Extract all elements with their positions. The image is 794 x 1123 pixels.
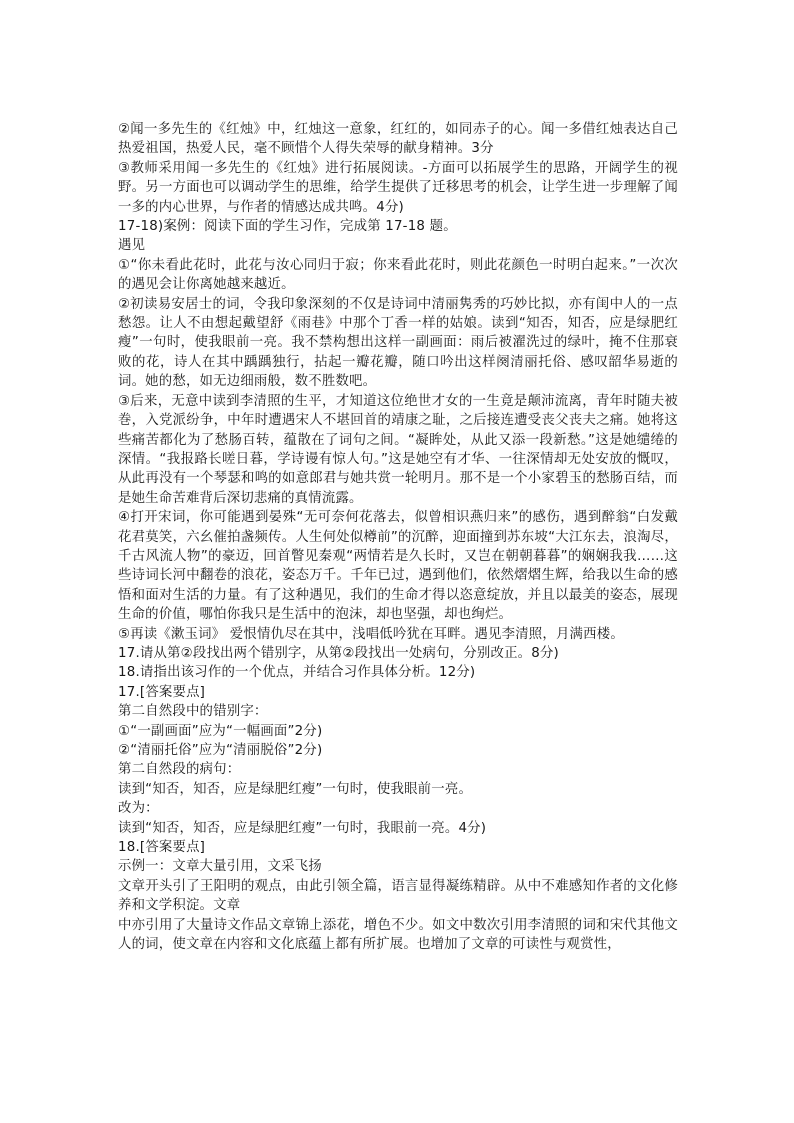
correction-label: 改为： xyxy=(118,801,159,817)
typo-2: ②“清丽托俗”应为“清丽脱俗”2分) xyxy=(118,743,323,758)
paragraph-answer-3: ③教师采用闻一多先生的《红烛》进行拓展阅读。-方面可以拓展学生的思路，开阔学生的视野。另一方面也可以调动学生的思维，给学生提供了迁移思考的机会，让学生进一步理解了闻一多的内心世界，与作者的情感达成共鸣。4分) xyxy=(118,160,678,215)
question-17: 17.请从第②段找出两个错别字，从第②段找出一处病句，分别改正。8分) xyxy=(118,645,559,661)
corrected-sentence: 读到“知否，知否，应是绿肥红瘦”一句时，我眼前一亮。4分) xyxy=(118,820,487,836)
case-intro: 17-18)案例：阅读下面的学生习作，完成第 17-18 题。 xyxy=(118,219,457,235)
document-page xyxy=(118,120,678,954)
typo-heading: 第二自然段中的错别字： xyxy=(118,704,268,720)
essay-title: 遇见 xyxy=(118,238,146,254)
example-1-text-a: 文章开头引了王阳明的观点，由此引领全篇，语言显得凝练精辟。从中不难感知作者的文化修养和文学积淀。文章 xyxy=(118,878,678,914)
essay-paragraph-2: ②初读易安居士的词，令我印象深刻的不仅是诗词中清丽隽秀的巧妙比拟，亦有闺中人的一点愁怨。让人不由想起戴望舒《雨巷》中那个丁香一样的姑娘。读到“知否，知否，应是绿肥红瘦”一句时，使我眼前一亮。我不禁构想出这样一副画面：雨后被濯洗过的绿叶，掩不住那衰败的花，诗人在其中踽踽独行，拈起一瓣花瓣，随口吟出这样阕清丽托俗、感叹韶华易逝的词。她的愁，如无边细雨般，数不胜数吧。 xyxy=(118,296,678,390)
essay-paragraph-4: ④打开宋词，你可能遇到晏殊“无可奈何花落去，似曾相识燕归来”的感伤，遇到醉翁“白发戴花君莫笑，六幺催拍盏频传。人生何处似樽前”的沉醉，迎面撞到苏东坡“大江东去，浪淘尽，千古风流人物”的豪迈，回首瞥见秦观“两情若是久长时，又岂在朝朝暮暮”的娴娴我我……这些诗词长河中翻卷的浪花，姿态万千。千年已过，遇到他们，依然熠熠生辉，给我以生命的感悟和面对生活的力量。有了这种遇见，我们的生命才得以恣意绽放，并且以最美的姿态，展现生命的价值，哪怕你我只是生活中的泡沫，却也坚强，却也绚烂。 xyxy=(118,510,678,623)
faulty-sentence: 读到“知否，知否，应是绿肥红瘦”一句时，使我眼前一亮。 xyxy=(118,781,473,797)
example-1-text-b: 中亦引用了大量诗文作品文章锦上添花，增色不少。如文中数次引用李清照的词和宋代其他文人的词，使文章在内容和文化底蕴上都有所扩展。也增加了文章的可读性与观赏性， xyxy=(118,917,678,953)
essay-paragraph-5: ⑤再读《漱玉词》 爱恨情仇尽在其中，浅唱低吟犹在耳畔。遇见李清照，月满西楼。 xyxy=(118,626,624,642)
typo-1: ①“一副画面”应为“一幅画面”2分) xyxy=(118,723,323,739)
paragraph-answer-2: ②闻一多先生的《红烛》中，红烛这一意象，红红的，如同赤子的心。闻一多借红烛表达自己热爱祖国，热爱人民，毫不顾惜个人得失荣辱的献身精神。3分 xyxy=(118,122,678,157)
faulty-sentence-heading: 第二自然段的病句： xyxy=(118,762,241,778)
question-18: 18.请指出该习作的一个优点，并结合习作具体分析。12分) xyxy=(118,665,476,681)
essay-paragraph-1: ①“你未看此花时，此花与汝心同归于寂；你来看此花时，则此花颜色一时明白起来。”一次次的遇见会让你离她越来越近。 xyxy=(118,257,678,293)
example-1-heading: 示例一：文章大量引用，文采飞扬 xyxy=(118,859,322,875)
answer-17-heading: 17.[答案要点] xyxy=(118,684,206,700)
essay-paragraph-3: ③后来，无意中读到李清照的生平，才知道这位绝世才女的一生竟是颠沛流离，青年时随夫被巻，入党派纷争，中年时遭遇宋人不堪回首的靖康之耻，之后接连遭受丧父丧夫之痛。她将这些痛苦都化为了愁肠百转，蕴散在了词句之间。“凝眸处，从此又添一段新愁。”这是她缱绻的深情。“我报路长嗟日暮，学诗谩有惊人句。”这是她空有才华、一往深情却无处安放的慨叹，从此再没有一个琴瑟和鸣的如意郎君与她共赏一轮明月。那不是一个小家碧玉的愁肠百结，而是她生命苦难背后深切悲痛的真情流露。 xyxy=(118,393,678,506)
answer-18-heading: 18.[答案要点] xyxy=(118,840,206,856)
